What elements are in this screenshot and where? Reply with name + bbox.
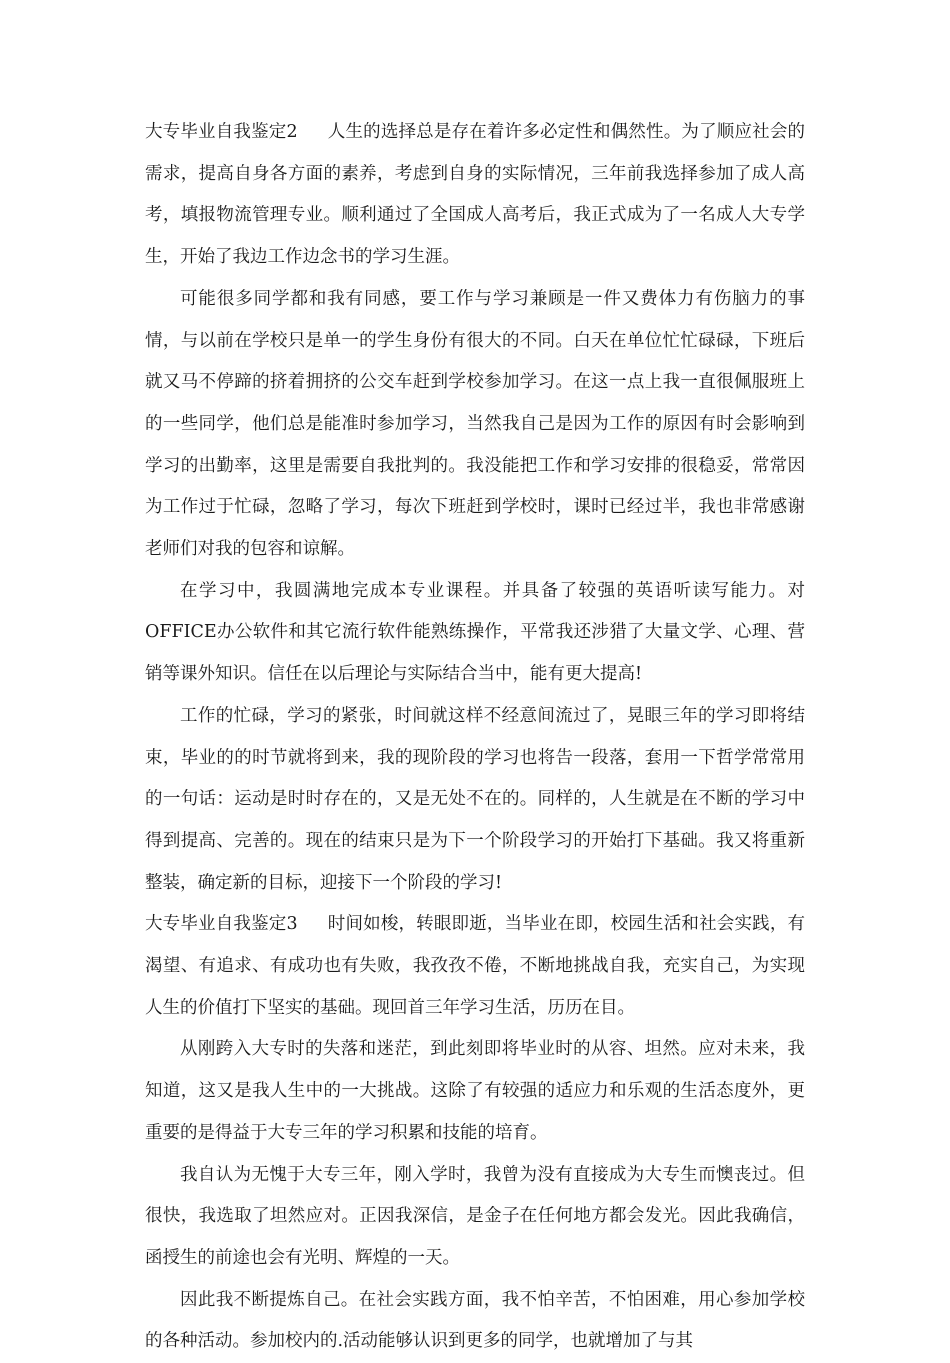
section-title: 大专毕业自我鉴定3	[145, 914, 298, 935]
paragraph-text: 人生的选择总是存在着许多必定性和偶然性。为了顺应社会的需求，提高自身各方面的素养，考虑到自身的实际情况，三年前我选择参加了成人高考，填报物流管理专业。顺利通过了全国成人高考后，我正式成为了一名成人大专学生，开始了我边工作边念书的学习生涯。	[145, 122, 805, 268]
paragraph: 可能很多同学都和我有同感，要工作与学习兼顾是一件又费体力有伤脑力的事情，与以前在学校只是单一的学生身份有很大的不同。白天在单位忙忙碌碌，下班后就又马不停蹄的挤着拥挤的公交车赶到学校参加学习。在这一点上我一直很佩服班上的一些同学，他们总是能准时参加学习，当然我自己是因为工作的原因有时会影响到学习的出勤率，这里是需要自我批判的。我没能把工作和学习安排的很稳妥，常常因为工作过于忙碌，忽略了学习，每次下班赶到学校时，课时已经过半，我也非常感谢老师们对我的包容和谅解。	[145, 288, 805, 560]
section-title: 大专毕业自我鉴定2	[145, 122, 298, 142]
paragraph: 工作的忙碌，学习的紧张，时间就这样不经意间流过了，晃眼三年的学习即将结束，毕业的的时节就将到来，我的现阶段的学习也将告一段落，套用一下哲学常常用的一句话：运动是时时存在的，又是无处不在的。同样的，人生就是在不断的学习中得到提高、完善的。现在的结束只是为下一个阶段学习的开始打下基础。我又将重新整装，确定新的目标，迎接下一个阶段的学习!	[145, 705, 805, 893]
section-2-first-paragraph	[145, 112, 805, 279]
paragraph: 因此我不断提炼自己。在社会实践方面，我不怕辛苦，不怕困难，用心参加学校的各种活动。参加校内的.活动能够认识到更多的同学，也就增加了与其	[145, 1289, 805, 1352]
paragraph-text: 时间如梭，转眼即逝，当毕业在即，校园生活和社会实践，有渴望、有追求、有成功也有失败，我孜孜不倦，不断地挑战自我，充实自己，为实现人生的价值打下坚实的基础。现回首三年学习生活，历历在目。	[145, 914, 805, 1018]
paragraph: 在学习中，我圆满地完成本专业课程。并具备了较强的英语听读写能力。对OFFICE办公软件和其它流行软件能熟练操作，平常我还涉猎了大量文学、心理、营销等课外知识。信任在以后理论与实际结合当中，能有更大提高!	[145, 580, 805, 685]
paragraph: 我自认为无愧于大专三年，刚入学时，我曾为没有直接成为大专生而懊丧过。但很快，我选取了坦然应对。正因我深信，是金子在任何地方都会发光。因此我确信，函授生的前途也会有光明、辉煌的一天。	[145, 1164, 805, 1268]
section-3-first-paragraph	[145, 904, 805, 1029]
paragraph: 从刚跨入大专时的失落和迷茫，到此刻即将毕业时的从容、坦然。应对未来，我知道，这又是我人生中的一大挑战。这除了有较强的适应力和乐观的生活态度外，更重要的是得益于大专三年的学习积累和技能的培育。	[145, 1039, 805, 1143]
document-page	[145, 112, 805, 1363]
